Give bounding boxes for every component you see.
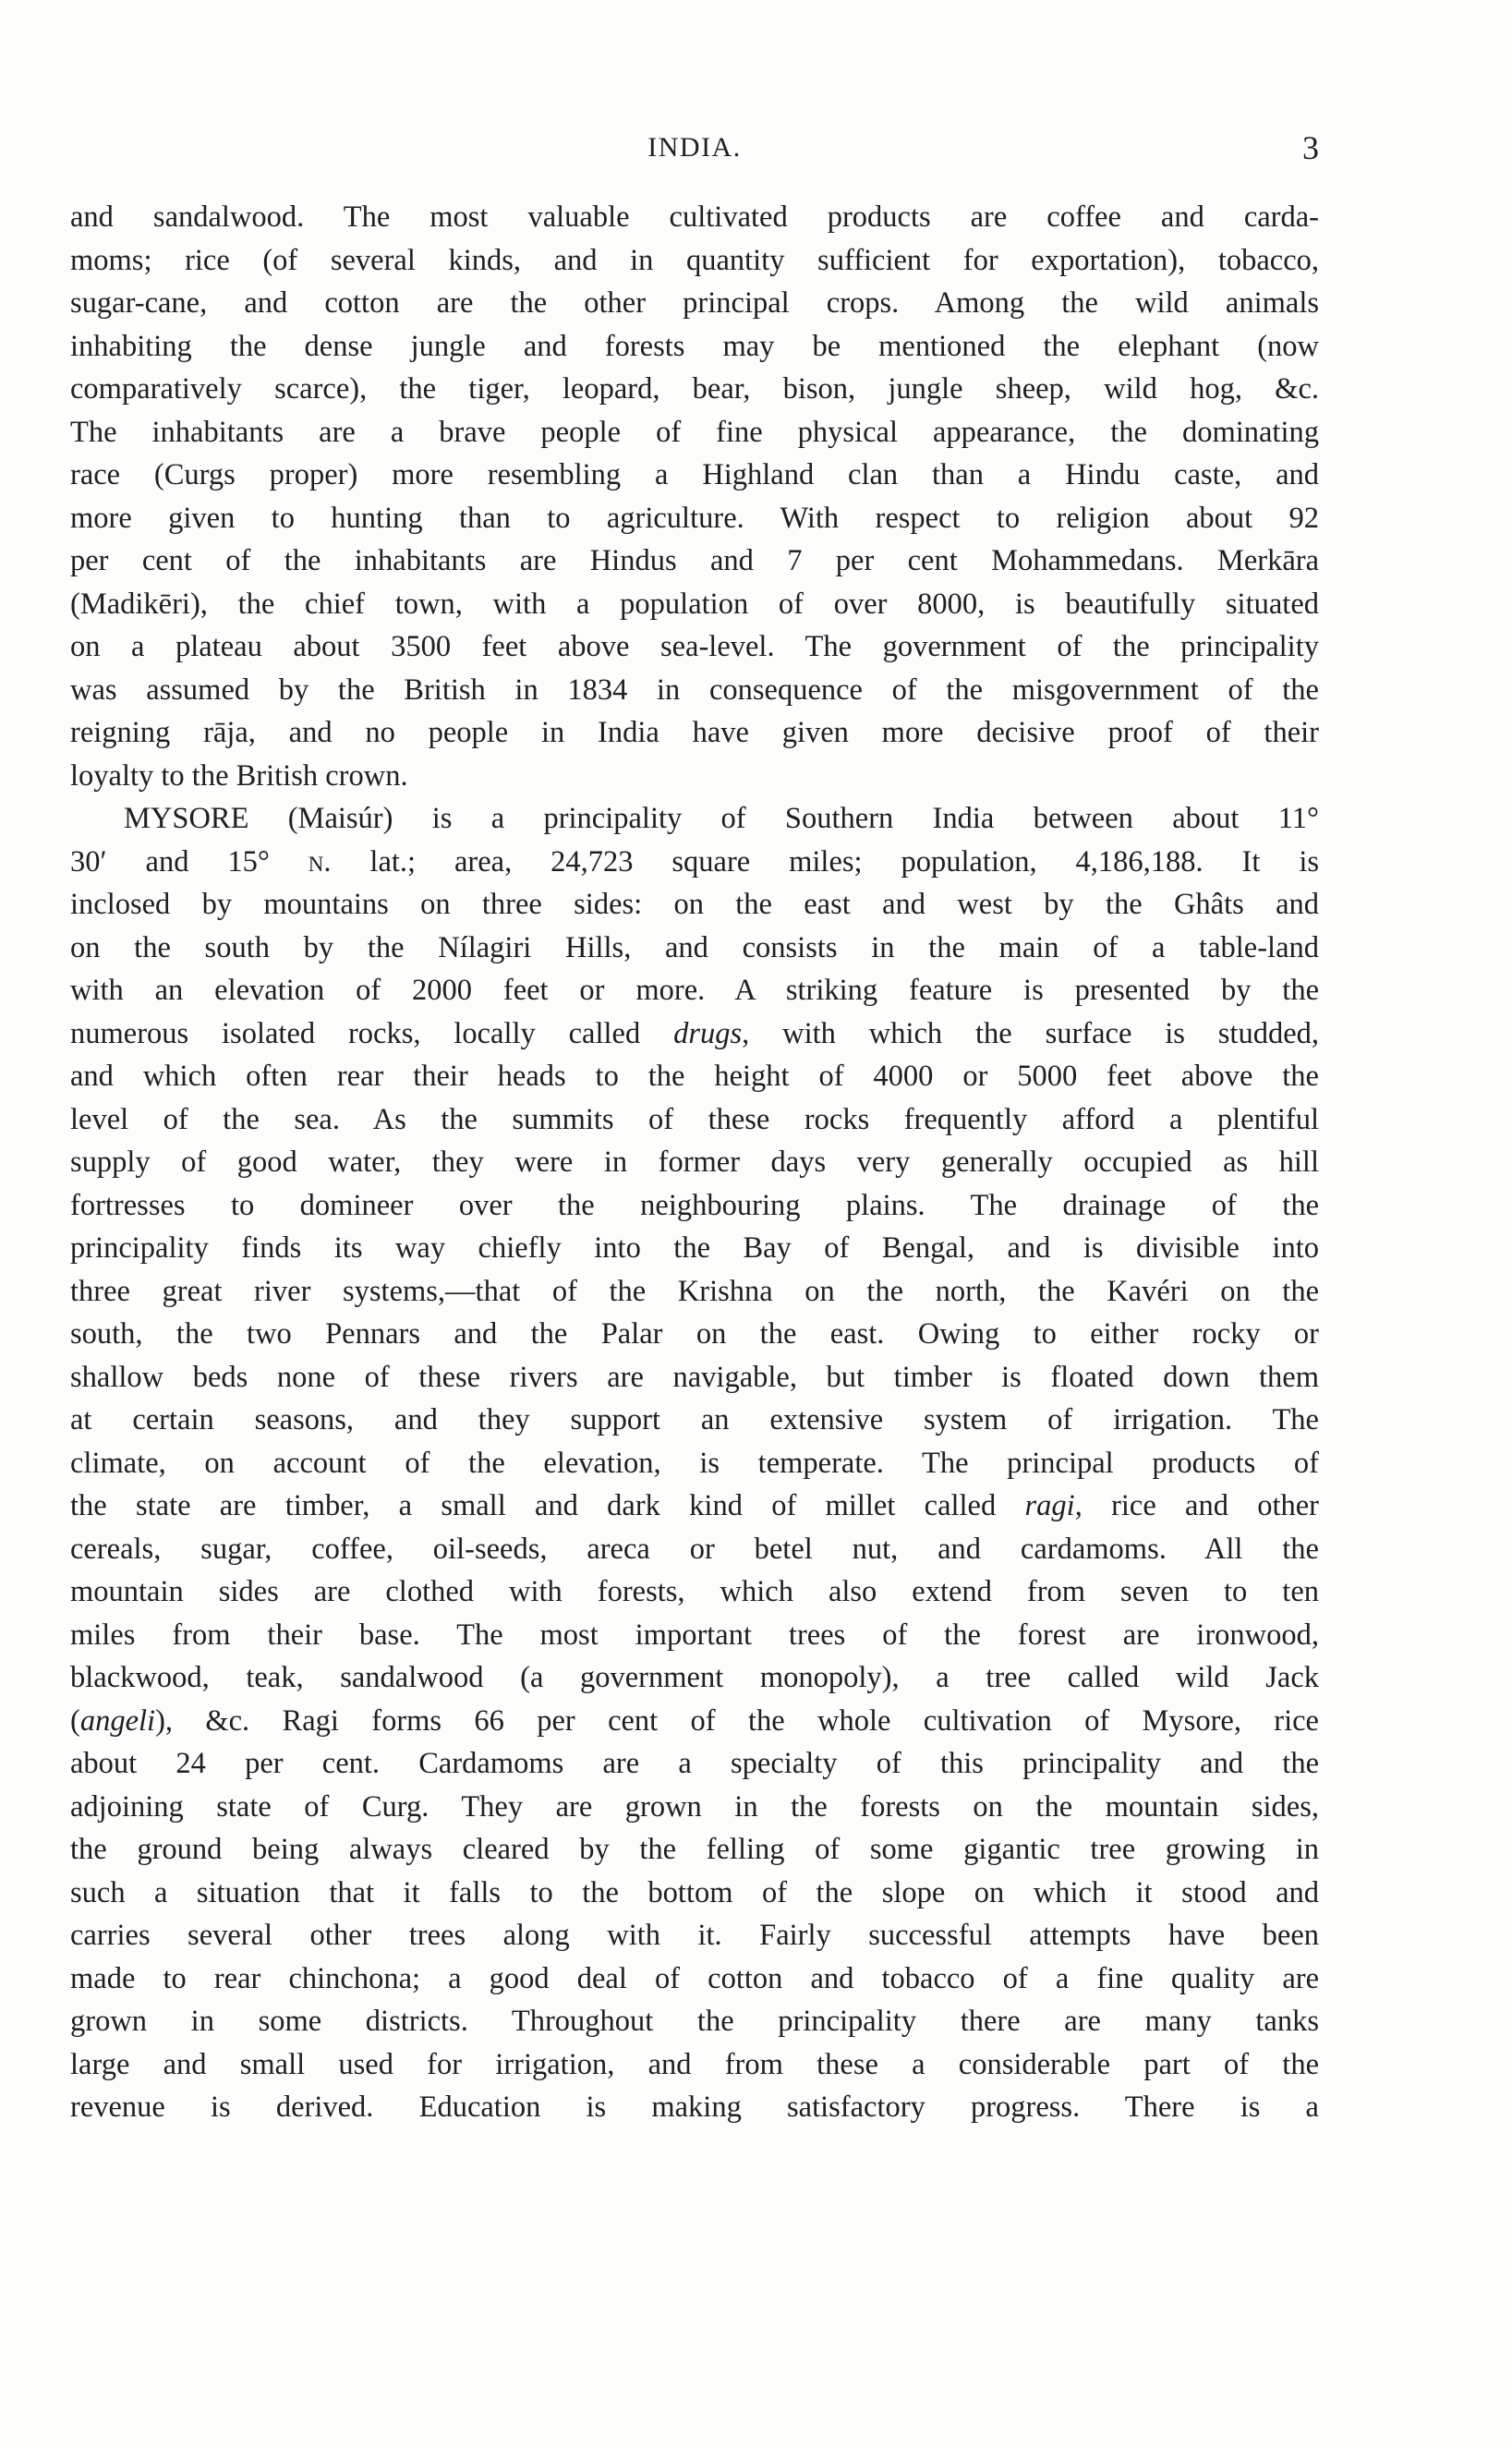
- text-line: [70, 368, 1319, 411]
- text-segment: supply of good water, they were in former days very generally occupied as hill: [70, 1145, 1319, 1179]
- text-line: [70, 1570, 1319, 1614]
- text-segment: and sandalwood. The most valuable cultivated products are coffee and carda-: [70, 200, 1319, 234]
- text-segment: numerous isolated rocks, locally called: [70, 1016, 674, 1050]
- text-line: [70, 454, 1319, 497]
- running-head: [70, 129, 1319, 175]
- text-line: [70, 625, 1319, 669]
- text-line: [70, 883, 1319, 927]
- text-line: [70, 1872, 1319, 1915]
- text-segment: on the south by the Nílagiri Hills, and consists in the main of a table-land: [70, 930, 1319, 964]
- text-segment: revenue is derived. Education is making satisfactory progress. There is a: [70, 2090, 1319, 2124]
- body-text: [70, 196, 1319, 2129]
- text-segment: lat.; area, 24,723 square miles; population, 4,186,188. It is: [331, 844, 1319, 879]
- text-line: [70, 1399, 1319, 1442]
- text-line: [70, 1442, 1319, 1485]
- text-line: [70, 1141, 1319, 1184]
- text-segment: south, the two Pennars and the Palar on the east. Owing to either rocky or: [70, 1317, 1319, 1351]
- text-segment: blackwood, teak, sandalwood (a government monopoly), a tree called wild Jack: [70, 1661, 1319, 1694]
- text-line: [70, 841, 1319, 884]
- text-segment: level of the sea. As the summits of these rocks frequently afford a plentiful: [70, 1102, 1319, 1136]
- text-line: [70, 1742, 1319, 1786]
- text-segment: the ground being always cleared by the felling of some gigantic tree growing in: [70, 1833, 1319, 1866]
- text-line: [70, 497, 1319, 540]
- text-segment: with an elevation of 2000 feet or more. A striking feature is presented by the: [70, 974, 1319, 1007]
- text-line: [70, 411, 1319, 454]
- text-segment: reigning rāja, and no people in India have given more decisive proof of their: [70, 716, 1319, 749]
- text-line: [70, 1614, 1319, 1657]
- text-segment: carries several other trees along with it. Fairly successful attempts have been: [70, 1919, 1319, 1952]
- text-segment: , with which the surface is studded,: [742, 1016, 1319, 1050]
- text-segment: the state are timber, a small and dark kind of millet called: [70, 1489, 1025, 1522]
- text-line: [70, 1957, 1319, 2001]
- text-segment: adjoining state of Curg. They are grown in the forests on the mountain sides,: [70, 1789, 1319, 1824]
- text-segment: (Madikēri), the chief town, with a population of over 8000, is beautifully situated: [70, 587, 1319, 621]
- text-line: [70, 711, 1319, 755]
- text-segment: climate, on account of the elevation, is temperate. The principal products of: [70, 1446, 1319, 1480]
- text-segment: such a situation that it falls to the bottom of the slope on which it stood and: [70, 1875, 1319, 1909]
- text-segment: mountain sides are clothed with forests, which also extend from seven to ten: [70, 1575, 1319, 1608]
- text-line: [70, 1313, 1319, 1356]
- text-line: [70, 1270, 1319, 1314]
- text-segment: race (Curgs proper) more resembling a Highland clan than a Hindu caste, and: [70, 458, 1319, 491]
- text-line: [70, 1485, 1319, 1528]
- text-line: [70, 282, 1319, 325]
- text-segment: MYSORE (Maisúr) is a principality of Southern India between about 11°: [124, 802, 1319, 835]
- text-segment: and which often rear their heads to the height of 4000 or 5000 feet above the: [70, 1060, 1319, 1093]
- text-segment: on a plateau about 3500 feet above sea-level. The government of the principality: [70, 630, 1319, 663]
- italic-text: drugs: [673, 1016, 743, 1050]
- italic-text: ragi: [1024, 1489, 1075, 1522]
- text-segment: (: [70, 1703, 80, 1738]
- text-segment: grown in some districts. Throughout the principality there are many tanks: [70, 2005, 1319, 2038]
- italic-text: angeli: [79, 1703, 156, 1738]
- text-segment: 30′ and 15°: [70, 844, 308, 879]
- text-line: [70, 669, 1319, 712]
- text-segment: inclosed by mountains on three sides: on the east and west by the Ghâts and: [70, 888, 1319, 921]
- text-line: [70, 1184, 1319, 1228]
- text-line: [70, 797, 1319, 841]
- text-segment: sugar-cane, and cotton are the other principal crops. Among the wild animals: [70, 286, 1319, 320]
- text-segment: at certain seasons, and they support an extensive system of irrigation. The: [70, 1403, 1319, 1436]
- text-line: [70, 1914, 1319, 1957]
- text-line: [70, 1656, 1319, 1700]
- text-segment: three great river systems,—that of the Krishna on the north, the Kavéri on the: [70, 1274, 1319, 1308]
- text-segment: more given to hunting than to agriculture. With respect to religion about 92: [70, 501, 1319, 535]
- text-line: [70, 1098, 1319, 1142]
- text-line: [70, 583, 1319, 626]
- smallcaps-text: n.: [308, 844, 332, 879]
- text-line: [70, 927, 1319, 970]
- text-segment: , rice and other: [1074, 1489, 1319, 1522]
- text-line: [70, 539, 1319, 583]
- text-segment: per cent of the inhabitants are Hindus and 7 per cent Mohammedans. Merkāra: [70, 544, 1319, 577]
- text-line: [70, 325, 1319, 369]
- text-line: [70, 755, 1319, 798]
- text-line: [70, 1528, 1319, 1571]
- text-segment: The inhabitants are a brave people of fine physical appearance, the dominating: [70, 415, 1319, 449]
- text-line: [70, 2000, 1319, 2043]
- text-line: [70, 1786, 1319, 1829]
- text-segment: fortresses to domineer over the neighbouring plains. The drainage of the: [70, 1188, 1319, 1222]
- text-line: [70, 1055, 1319, 1098]
- text-line: [70, 2086, 1319, 2129]
- text-segment: about 24 per cent. Cardamoms are a specialty of this principality and the: [70, 1747, 1319, 1780]
- text-line: [70, 1828, 1319, 1872]
- text-line: [70, 1227, 1319, 1270]
- text-segment: inhabiting the dense jungle and forests may be mentioned the elephant (now: [70, 329, 1319, 363]
- text-segment: miles from their base. The most important trees of the forest are ironwood,: [70, 1618, 1319, 1652]
- text-segment: large and small used for irrigation, and from these a considerable part of the: [70, 2047, 1319, 2081]
- text-line: [70, 1356, 1319, 1400]
- text-segment: moms; rice (of several kinds, and in quantity sufficient for exportation), tobacco,: [70, 243, 1319, 277]
- text-segment: comparatively scarce), the tiger, leopard, bear, bison, jungle sheep, wild hog, &c.: [70, 372, 1319, 406]
- text-segment: made to rear chinchona; a good deal of cotton and tobacco of a fine quality are: [70, 1961, 1319, 1995]
- text-segment: shallow beds none of these rivers are navigable, but timber is floated down them: [70, 1360, 1319, 1394]
- text-line: [70, 1012, 1319, 1056]
- text-segment: ), &c. Ragi forms 66 per cent of the whole cultivation of Mysore, rice: [155, 1703, 1319, 1738]
- text-segment: loyalty to the British crown.: [70, 758, 408, 793]
- running-title: INDIA.: [647, 132, 742, 163]
- text-line: [70, 196, 1319, 239]
- text-line: [70, 1700, 1319, 1743]
- text-segment: cereals, sugar, coffee, oil-seeds, areca or betel nut, and cardamoms. All the: [70, 1532, 1319, 1566]
- text-line: [70, 239, 1319, 283]
- text-line: [70, 969, 1319, 1012]
- text-segment: was assumed by the British in 1834 in consequence of the misgovernment of the: [70, 673, 1319, 707]
- text-segment: principality finds its way chiefly into the Bay of Bengal, and is divisible into: [70, 1231, 1319, 1265]
- page-number: 3: [1302, 129, 1319, 166]
- text-line: [70, 2043, 1319, 2087]
